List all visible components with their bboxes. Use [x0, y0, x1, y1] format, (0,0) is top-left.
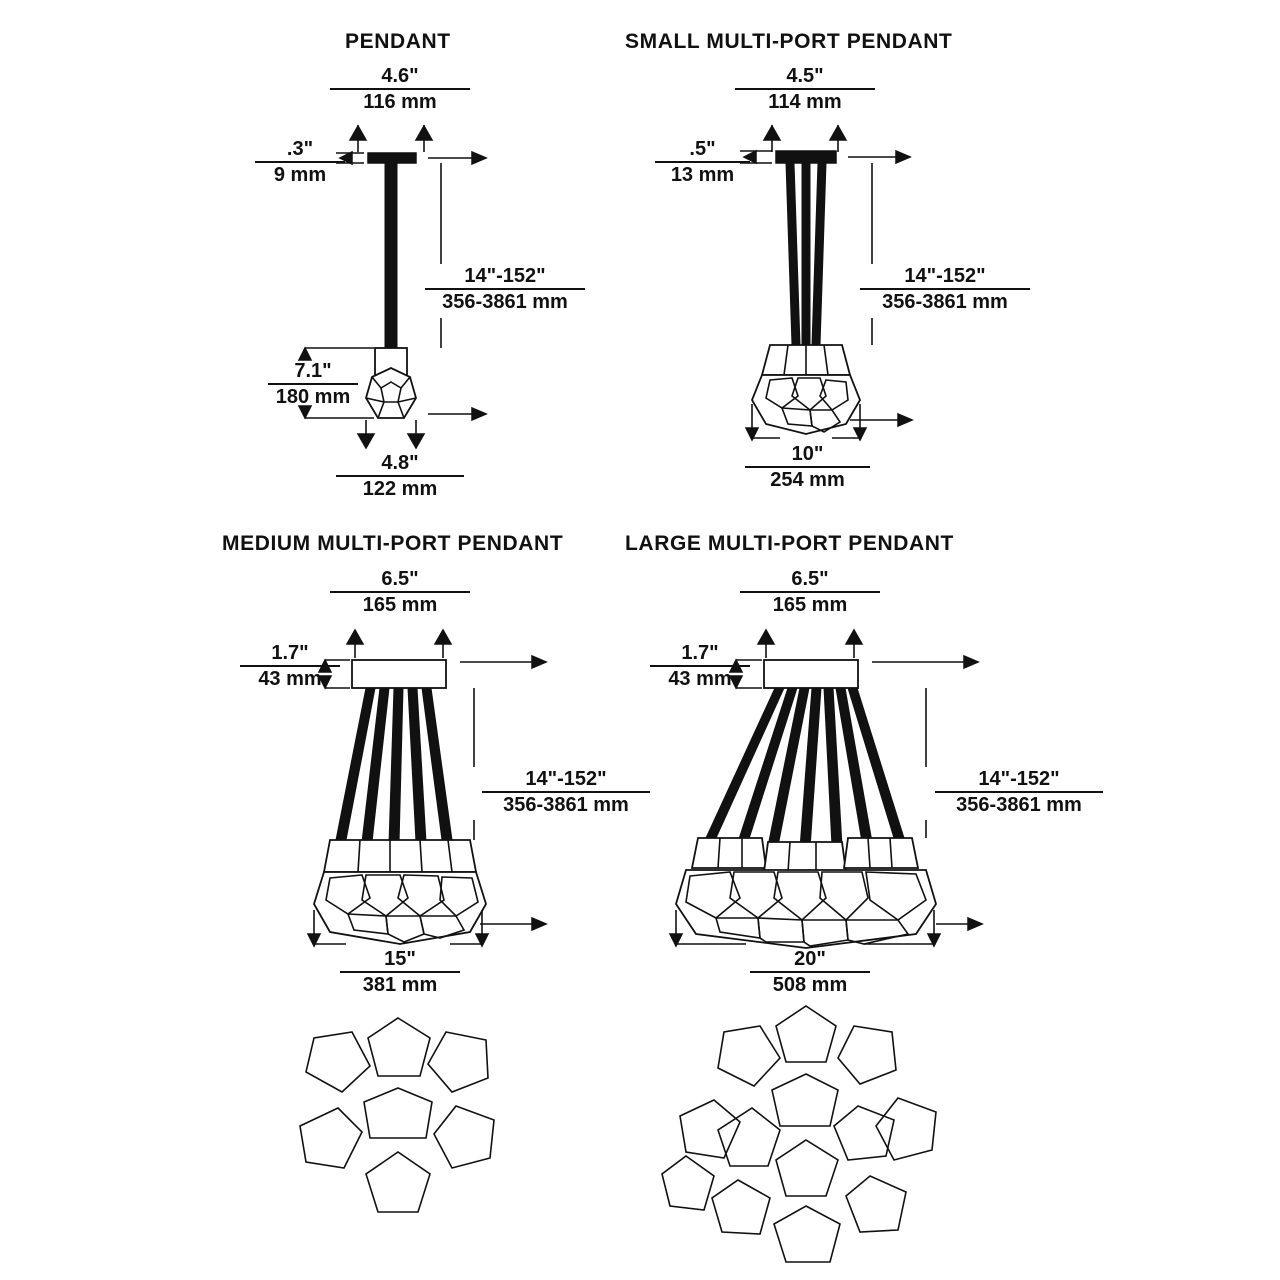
- dim-large-canopy-width: [740, 568, 880, 617]
- dim-pendant-canopy-height: [255, 138, 345, 187]
- dim-value-metric: 116 mm: [363, 91, 437, 114]
- dim-large-canopy-height: [650, 642, 750, 691]
- panel-title-large-multi-port: LARGE MULTI-PORT PENDANT: [625, 532, 954, 555]
- large-multi-port-drawing: [620, 520, 1280, 1280]
- large-plan-view: [662, 1006, 936, 1262]
- dim-small-canopy-width: [735, 65, 875, 114]
- dim-value-metric: 356-3861 mm: [956, 794, 1082, 817]
- panel-medium-multi-port: [0, 520, 629, 1280]
- dim-pendant-shade-height: [268, 360, 358, 409]
- dim-value-metric: 165 mm: [772, 594, 848, 617]
- dim-value-imperial: 20": [750, 948, 870, 973]
- dim-value-imperial: 1.7": [650, 642, 750, 667]
- dim-value-metric: 9 mm: [273, 164, 327, 187]
- dim-value-metric: 114 mm: [768, 91, 842, 114]
- dim-value-metric: 381 mm: [362, 974, 438, 997]
- dim-value-metric: 43 mm: [258, 668, 322, 691]
- dim-value-metric: 165 mm: [362, 594, 438, 617]
- dim-small-canopy-height: [655, 138, 750, 187]
- medium-plan-view: [300, 1018, 494, 1212]
- dim-large-cluster-width: [750, 948, 870, 997]
- dim-large-drop-range: [935, 768, 1103, 817]
- dim-medium-canopy-width: [330, 568, 470, 617]
- dim-value-imperial: 14"-152": [425, 265, 585, 290]
- dim-value-metric: 13 mm: [670, 164, 735, 187]
- panel-large-multi-port: [620, 520, 1280, 1280]
- panel-title-pendant: PENDANT: [345, 30, 451, 53]
- dim-value-imperial: 4.6": [330, 65, 470, 90]
- dim-value-imperial: 14"-152": [482, 768, 650, 793]
- dim-value-imperial: 10": [745, 443, 870, 468]
- dim-value-metric: 180 mm: [275, 386, 351, 409]
- panel-pendant: [0, 0, 620, 520]
- dim-value-metric: 356-3861 mm: [882, 291, 1008, 314]
- dim-value-metric: 122 mm: [362, 478, 438, 501]
- dim-pendant-canopy-width: [330, 65, 470, 114]
- small-multi-port-drawing: [620, 0, 1280, 520]
- dim-value-imperial: 6.5": [740, 568, 880, 593]
- panel-title-small-multi-port: SMALL MULTI-PORT PENDANT: [625, 30, 953, 53]
- dim-value-metric: 508 mm: [772, 974, 848, 997]
- dim-value-metric: 356-3861 mm: [503, 794, 629, 817]
- dim-value-metric: 356-3861 mm: [442, 291, 568, 314]
- dim-value-metric: 254 mm: [770, 469, 845, 492]
- panel-title-medium-multi-port: MEDIUM MULTI-PORT PENDANT: [222, 532, 564, 555]
- dim-value-imperial: 14"-152": [935, 768, 1103, 793]
- dim-medium-canopy-height: [240, 642, 340, 691]
- dim-value-imperial: 15": [340, 948, 460, 973]
- dim-value-imperial: 4.5": [735, 65, 875, 90]
- panel-small-multi-port: [620, 0, 1280, 520]
- dim-value-imperial: .5": [655, 138, 750, 163]
- pendant-drawing: [0, 0, 620, 520]
- dim-value-imperial: 14"-152": [860, 265, 1030, 290]
- dim-value-imperial: 4.8": [336, 452, 464, 477]
- dim-small-drop-range: [860, 265, 1030, 314]
- dim-value-imperial: 1.7": [240, 642, 340, 667]
- dim-value-imperial: 7.1": [268, 360, 358, 385]
- medium-multi-port-drawing: [0, 520, 620, 1280]
- dim-small-cluster-width: [745, 443, 870, 492]
- dim-value-imperial: 6.5": [330, 568, 470, 593]
- dim-value-imperial: .3": [255, 138, 345, 163]
- dim-value-metric: 43 mm: [668, 668, 732, 691]
- dim-medium-cluster-width: [340, 948, 460, 997]
- dim-pendant-drop-range: [425, 265, 585, 314]
- dim-pendant-shade-width: [336, 452, 464, 501]
